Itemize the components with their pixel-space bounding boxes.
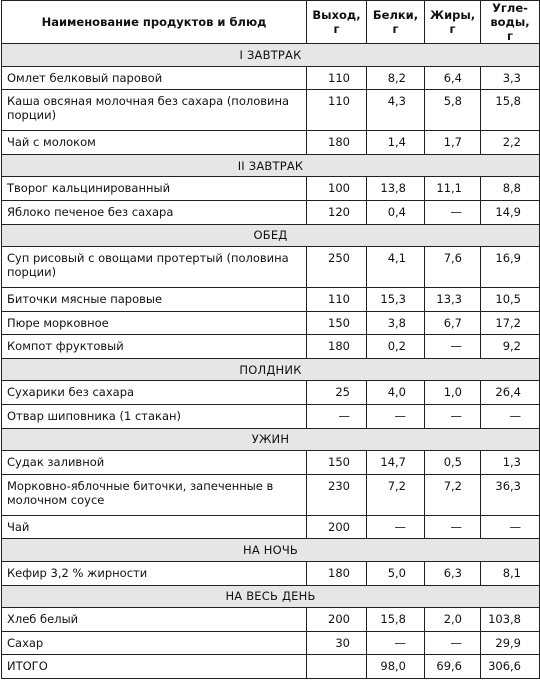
row-yield-cell: 180 (307, 131, 367, 155)
row-carbs-cell: 8,1 (481, 562, 540, 586)
row-carbs-cell: 16,9 (481, 247, 540, 288)
section-header-row (2, 44, 540, 67)
row-carbs-cell: 10,5 (481, 288, 540, 312)
row-carbs-cell: 103,8 (481, 608, 540, 632)
row-yield-cell: 100 (307, 177, 367, 201)
row-fat-cell: — (425, 631, 481, 655)
total-label: ИТОГО (2, 655, 307, 679)
nutrition-table (1, 0, 540, 679)
table-row (2, 608, 540, 632)
header-fat: Жиры, г (425, 1, 481, 44)
row-carbs-cell: 14,9 (481, 200, 540, 224)
section-header-row (2, 358, 540, 381)
section-title: I ЗАВТРАК (2, 44, 540, 67)
table-row (2, 631, 540, 655)
row-fat-cell: 7,2 (425, 474, 481, 515)
section-title: НА НОЧЬ (2, 539, 540, 562)
section-title: ОБЕД (2, 224, 540, 247)
row-yield-cell: 110 (307, 288, 367, 312)
row-yield-cell: 180 (307, 562, 367, 586)
row-fat-cell: — (425, 405, 481, 429)
total-fat: 69,6 (425, 655, 481, 679)
row-carbs-cell: 3,3 (481, 66, 540, 90)
table-body (2, 44, 540, 679)
row-fat-cell: — (425, 335, 481, 359)
table-header-row (2, 1, 540, 44)
row-name-cell: Хлеб белый (2, 608, 307, 632)
section-title: II ЗАВТРАК (2, 154, 540, 177)
section-title: ПОЛДНИК (2, 358, 540, 381)
section-header-row (2, 539, 540, 562)
table-row (2, 405, 540, 429)
row-yield-cell: 25 (307, 381, 367, 405)
row-name-cell: Судак заливной (2, 451, 307, 475)
row-yield-cell: 180 (307, 335, 367, 359)
row-name-cell: Каша овсяная молочная без сахара (половина порции) (2, 90, 307, 131)
row-yield-cell: 30 (307, 631, 367, 655)
row-name-cell: Суп рисовый с овощами протертый (половина порции) (2, 247, 307, 288)
section-header-row (2, 154, 540, 177)
row-protein-cell: 0,2 (367, 335, 425, 359)
row-protein-cell: 4,1 (367, 247, 425, 288)
row-fat-cell: — (425, 200, 481, 224)
row-name-cell: Яблоко печеное без сахара (2, 200, 307, 224)
row-fat-cell: 7,6 (425, 247, 481, 288)
row-protein-cell: 5,0 (367, 562, 425, 586)
row-yield-cell: 110 (307, 66, 367, 90)
row-fat-cell: 2,0 (425, 608, 481, 632)
table-row (2, 311, 540, 335)
row-name-cell: Чай (2, 515, 307, 539)
row-fat-cell: 11,1 (425, 177, 481, 201)
row-fat-cell: 5,8 (425, 90, 481, 131)
header-yield: Выход, г (307, 1, 367, 44)
total-carbs: 306,6 (481, 655, 540, 679)
table-row (2, 381, 540, 405)
row-name-cell: Чай с молоком (2, 131, 307, 155)
row-name-cell: Отвар шиповника (1 стакан) (2, 405, 307, 429)
row-protein-cell: — (367, 515, 425, 539)
row-fat-cell: 1,0 (425, 381, 481, 405)
row-protein-cell: — (367, 405, 425, 429)
row-protein-cell: 8,2 (367, 66, 425, 90)
row-yield-cell: 230 (307, 474, 367, 515)
table-row (2, 515, 540, 539)
row-yield-cell: 150 (307, 451, 367, 475)
row-carbs-cell: — (481, 405, 540, 429)
row-protein-cell: 0,4 (367, 200, 425, 224)
section-title: НА ВЕСЬ ДЕНЬ (2, 585, 540, 608)
row-protein-cell: 15,8 (367, 608, 425, 632)
row-protein-cell: 14,7 (367, 451, 425, 475)
table-row (2, 474, 540, 515)
row-carbs-cell: 15,8 (481, 90, 540, 131)
table-row (2, 66, 540, 90)
section-title: УЖИН (2, 428, 540, 451)
table-row (2, 335, 540, 359)
row-name-cell: Морковно-яблочные биточки, запеченные в молочном соусе (2, 474, 307, 515)
row-yield-cell: 120 (307, 200, 367, 224)
row-yield-cell: 110 (307, 90, 367, 131)
section-header-row (2, 428, 540, 451)
row-yield-cell: 150 (307, 311, 367, 335)
row-name-cell: Кефир 3,2 % жирности (2, 562, 307, 586)
row-fat-cell: 0,5 (425, 451, 481, 475)
table-row (2, 562, 540, 586)
row-carbs-cell: 9,2 (481, 335, 540, 359)
section-header-row (2, 224, 540, 247)
total-yield (307, 655, 367, 679)
row-name-cell: Сухарики без сахара (2, 381, 307, 405)
row-yield-cell: 200 (307, 515, 367, 539)
section-header-row (2, 585, 540, 608)
row-carbs-cell: 26,4 (481, 381, 540, 405)
header-carbs: Угле-воды, г (481, 1, 540, 44)
row-carbs-cell: 36,3 (481, 474, 540, 515)
row-name-cell: Омлет белковый паровой (2, 66, 307, 90)
row-fat-cell: 6,4 (425, 66, 481, 90)
row-name-cell: Компот фруктовый (2, 335, 307, 359)
row-yield-cell: 200 (307, 608, 367, 632)
row-fat-cell: 6,3 (425, 562, 481, 586)
row-name-cell: Творог кальцинированный (2, 177, 307, 201)
row-carbs-cell: — (481, 515, 540, 539)
row-name-cell: Биточки мясные паровые (2, 288, 307, 312)
table-row (2, 200, 540, 224)
row-protein-cell: 3,8 (367, 311, 425, 335)
row-name-cell: Пюре морковное (2, 311, 307, 335)
row-protein-cell: 4,0 (367, 381, 425, 405)
table-row (2, 131, 540, 155)
row-protein-cell: 7,2 (367, 474, 425, 515)
row-yield-cell: 250 (307, 247, 367, 288)
row-protein-cell: 1,4 (367, 131, 425, 155)
row-protein-cell: 13,8 (367, 177, 425, 201)
row-carbs-cell: 8,8 (481, 177, 540, 201)
row-fat-cell: 13,3 (425, 288, 481, 312)
table-row (2, 247, 540, 288)
row-carbs-cell: 17,2 (481, 311, 540, 335)
table-row (2, 288, 540, 312)
total-protein: 98,0 (367, 655, 425, 679)
row-protein-cell: — (367, 631, 425, 655)
row-carbs-cell: 29,9 (481, 631, 540, 655)
row-name-cell: Сахар (2, 631, 307, 655)
table-row (2, 177, 540, 201)
table-row (2, 451, 540, 475)
row-protein-cell: 15,3 (367, 288, 425, 312)
row-carbs-cell: 1,3 (481, 451, 540, 475)
total-row (2, 655, 540, 679)
row-carbs-cell: 2,2 (481, 131, 540, 155)
header-protein: Белки, г (367, 1, 425, 44)
row-fat-cell: 1,7 (425, 131, 481, 155)
row-fat-cell: — (425, 515, 481, 539)
row-protein-cell: 4,3 (367, 90, 425, 131)
header-name: Наименование продуктов и блюд (2, 1, 307, 44)
row-fat-cell: 6,7 (425, 311, 481, 335)
row-yield-cell: — (307, 405, 367, 429)
table-row (2, 90, 540, 131)
